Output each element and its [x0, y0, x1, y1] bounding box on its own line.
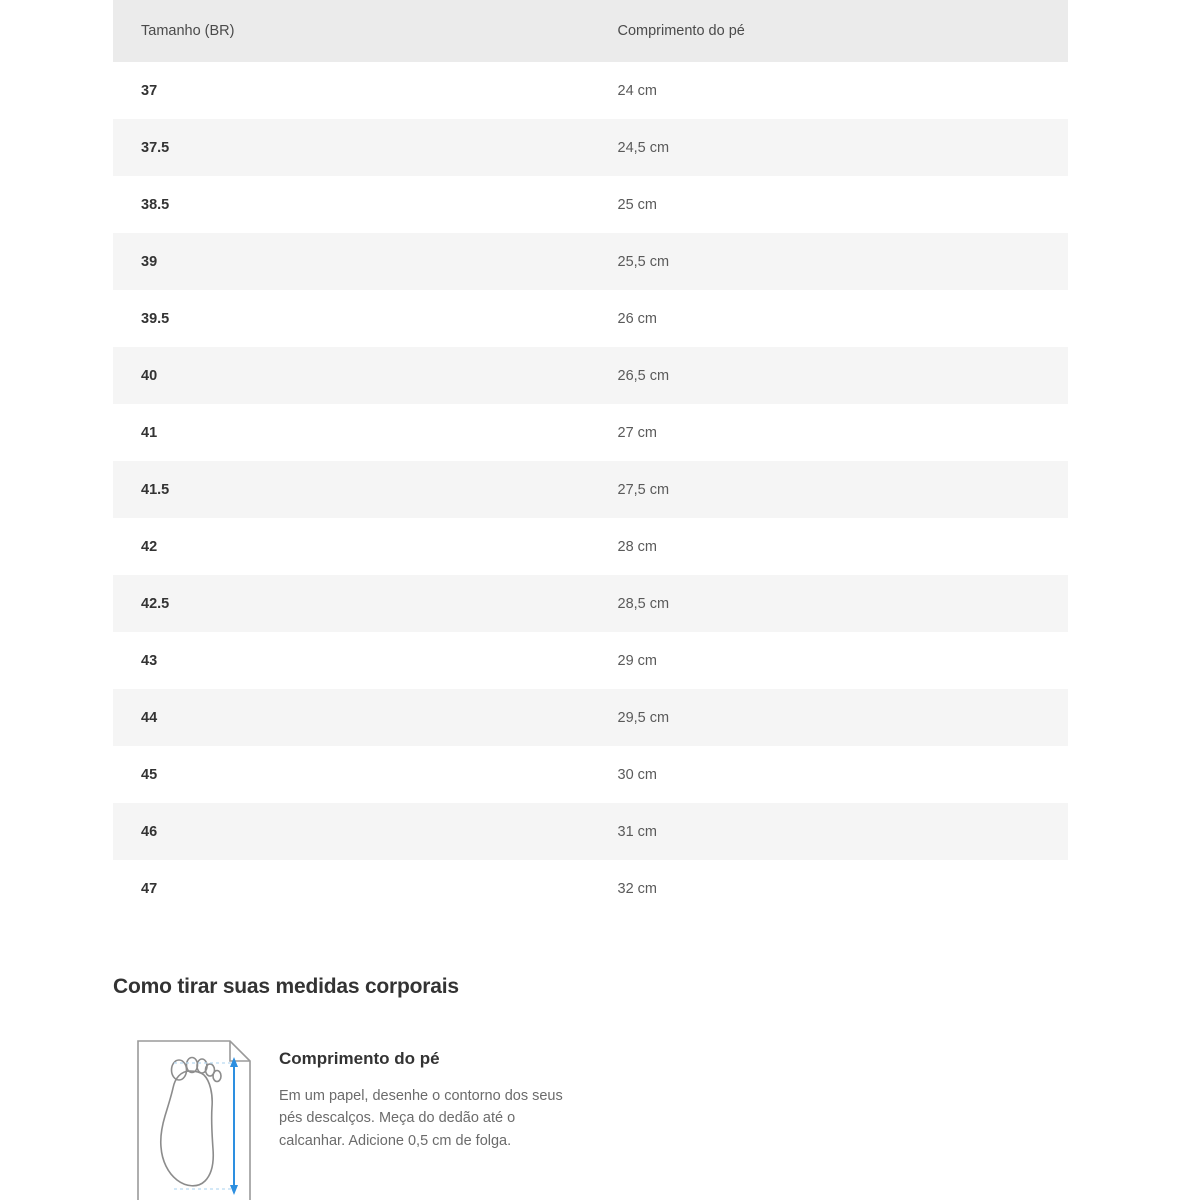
table-row: [113, 746, 1068, 803]
cell-foot-length: 29 cm: [617, 652, 657, 669]
cell-foot-length: 26 cm: [617, 310, 657, 327]
cell-size: 39.5: [141, 310, 170, 327]
cell-foot-length: 24 cm: [617, 82, 657, 99]
table-row: [113, 119, 1068, 176]
table-row: [113, 689, 1068, 746]
measurements-title: Como tirar suas medidas corporais: [113, 975, 459, 998]
cell-size: 42.5: [141, 595, 170, 612]
cell-foot-length: 30 cm: [617, 766, 657, 783]
table-row: [113, 860, 1068, 917]
cell-size: 42: [141, 538, 158, 555]
cell-size: 45: [141, 766, 158, 783]
measurement-subtitle: Comprimento do pé: [279, 1049, 440, 1068]
table-row: [113, 575, 1068, 632]
cell-foot-length: 31 cm: [617, 823, 657, 840]
cell-foot-length: 25 cm: [617, 196, 657, 213]
table-header-row: [113, 0, 1068, 62]
cell-foot-length: 27 cm: [617, 424, 657, 441]
table-body: [113, 62, 1068, 917]
table-row: [113, 518, 1068, 575]
cell-foot-length: 28,5 cm: [617, 595, 670, 612]
cell-size: 37: [141, 82, 158, 99]
table-row: [113, 404, 1068, 461]
measurements-section: [113, 975, 1073, 1200]
size-chart-table: [113, 0, 1068, 917]
column-header-foot-length: Comprimento do pé: [591, 0, 1069, 62]
table-row: [113, 233, 1068, 290]
cell-size: 39: [141, 253, 158, 270]
table-row: [113, 290, 1068, 347]
cell-size: 41: [141, 424, 158, 441]
cell-foot-length: 26,5 cm: [617, 367, 670, 384]
cell-foot-length: 25,5 cm: [617, 253, 670, 270]
cell-size: 38.5: [141, 196, 170, 213]
table-header: [113, 0, 1068, 62]
cell-size: 41.5: [141, 481, 170, 498]
measurement-text-block: [279, 1037, 579, 1152]
cell-size: 37.5: [141, 139, 170, 156]
cell-foot-length: 28 cm: [617, 538, 657, 555]
cell-foot-length: 32 cm: [617, 880, 657, 897]
cell-size: 44: [141, 709, 158, 726]
table-row: [113, 176, 1068, 233]
foot-outline-icon: [134, 1037, 254, 1200]
table-row: [113, 803, 1068, 860]
cell-foot-length: 24,5 cm: [617, 139, 670, 156]
table-row: [113, 632, 1068, 689]
measurement-item: [113, 1037, 1073, 1200]
cell-size: 46: [141, 823, 158, 840]
table-row: [113, 461, 1068, 518]
cell-foot-length: 29,5 cm: [617, 709, 670, 726]
cell-size: 47: [141, 880, 158, 897]
table-row: [113, 62, 1068, 119]
column-header-size: Tamanho (BR): [113, 0, 591, 62]
cell-size: 43: [141, 652, 158, 669]
cell-size: 40: [141, 367, 158, 384]
measurement-description: Em um papel, desenhe o contorno dos seus pés descalços. Meça do dedão até o calcanhar. Adicione 0,5 cm de folga.: [279, 1088, 563, 1149]
table-row: [113, 347, 1068, 404]
cell-foot-length: 27,5 cm: [617, 481, 670, 498]
